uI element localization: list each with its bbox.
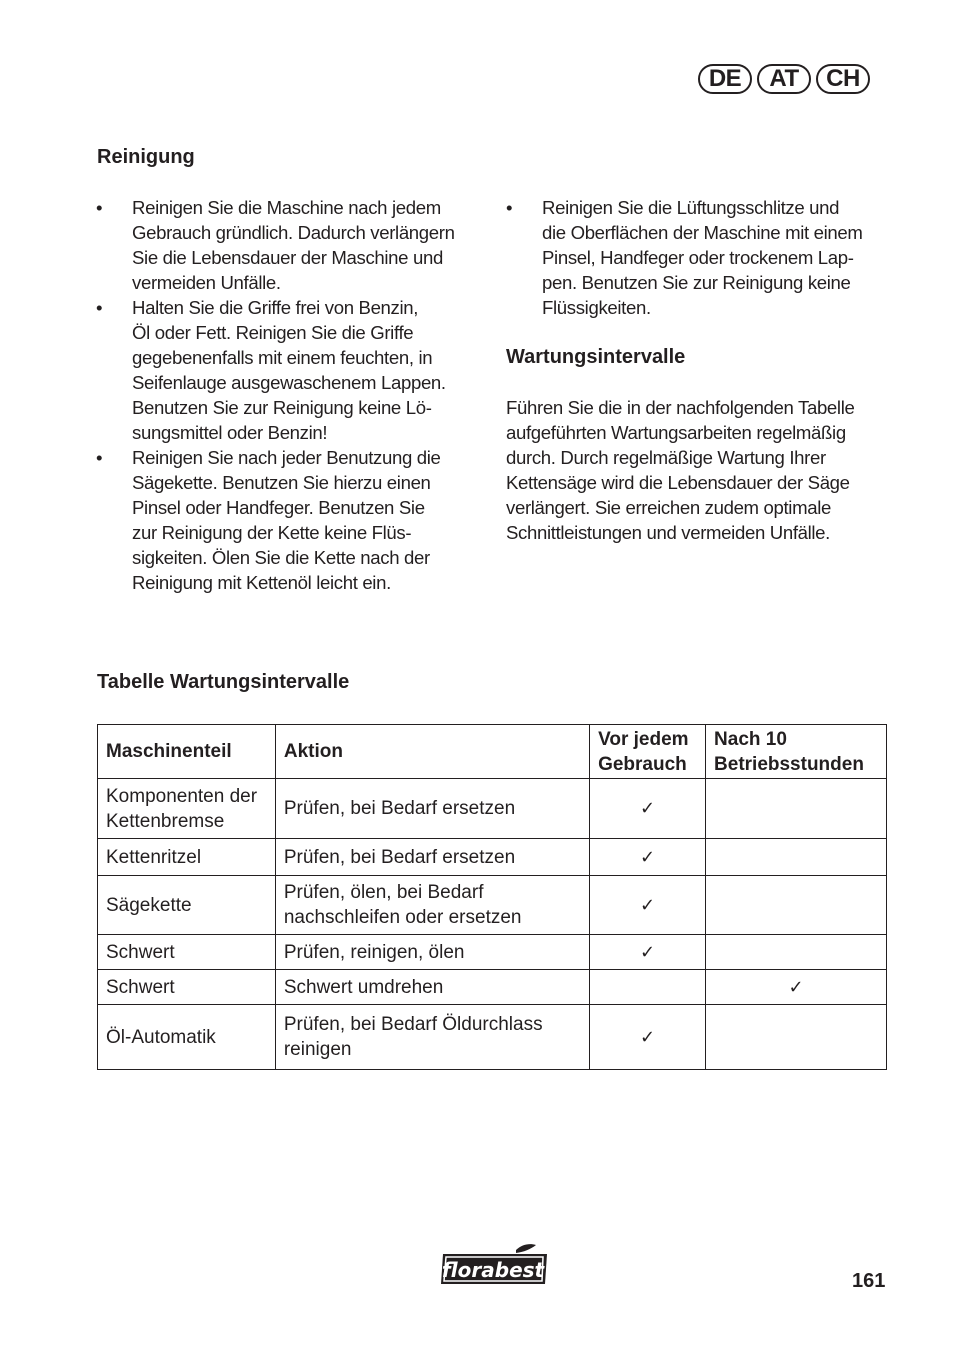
text-line: vermeiden Unfälle. [132,272,281,293]
header-before-use [590,725,706,779]
text-line: aufgeführten Wartungsarbeiten regelmäßig [506,422,846,443]
text-line: Öl-Automatik [106,1026,216,1048]
cell-after-10h [706,779,887,839]
logo-text: florabest [441,1258,545,1282]
text-line: gegebenenfalls mit einem feuchten, in [132,347,433,368]
cell-action [275,935,589,970]
check-icon: ✓ [640,1026,656,1047]
text-line: Reinigen Sie nach jeder Benutzung die [132,447,441,468]
text-line: Flüssigkeiten. [542,297,651,318]
text-line: Schwert [106,941,175,963]
cell-before-use [590,970,706,1005]
maintenance-table [97,724,887,1070]
lang-badge-at: AT [757,64,811,94]
text-line: Schnittleistungen und vermeiden Unfälle. [506,522,830,543]
cleaning-bullet-item [506,195,896,320]
cleaning-right-column [506,195,896,320]
cell-before-use [590,876,706,935]
cell-after-10h [706,1005,887,1070]
cleaning-heading: Reinigung [97,146,195,168]
cleaning-bullet-item [96,195,486,295]
bullet-text [132,297,446,443]
text-line: Sie die Lebensdauer der Maschine und [132,247,443,268]
text-line: Kettensäge wird die Lebensdauer der Säge [506,472,850,493]
check-icon: ✓ [640,846,656,867]
cell-action [275,970,589,1005]
text-line: Prüfen, ölen, bei Bedarf [283,882,484,903]
language-badges [698,64,870,94]
bullet-icon: • [96,197,103,218]
table-body [98,779,887,1070]
bullet-text [132,197,455,293]
text-line: zur Reinigung der Kette keine Flüs- [132,522,412,543]
text-line: reinigen [283,1039,352,1060]
intervals-text [506,395,896,545]
text-line: Reinigung mit Kettenöl leicht ein. [132,572,391,593]
cell-action [275,876,589,935]
check-icon: ✓ [640,941,656,962]
cell-before-use [590,839,706,876]
text-line: Nach 10 [714,728,787,750]
text-line: Prüfen, bei Bedarf ersetzen [283,798,516,819]
cell-part [98,935,276,970]
header-part [98,725,276,779]
bullet-icon: • [96,297,103,318]
text-line: Pinsel oder Handfeger. Benutzen Sie [132,497,425,518]
check-icon: ✓ [788,976,804,997]
text-line: Halten Sie die Griffe frei von Benzin, [132,297,419,318]
text-line: Öl oder Fett. Reinigen Sie die Griffe [132,322,414,343]
cell-action [275,1005,589,1070]
table-row [98,779,887,839]
text-line: Vor jedem [598,728,689,750]
cell-before-use [590,1005,706,1070]
text-line: durch. Durch regelmäßige Wartung Ihrer [506,447,826,468]
text-line: Benutzen Sie zur Reinigung keine Lö- [132,397,432,418]
cell-part [98,839,276,876]
cell-after-10h [706,876,887,935]
bullet-text [132,447,441,593]
text-line: Gebrauch gründlich. Dadurch verlängern [132,222,455,243]
florabest-logo [438,1244,552,1295]
text-line: pen. Benutzen Sie zur Reinigung keine [542,272,851,293]
text-line: Kettenbremse [106,810,225,832]
text-line: Schwert umdrehen [283,976,444,998]
cell-after-10h [706,970,887,1005]
text-line: verlängert. Sie erreichen zudem optimale [506,497,831,518]
table-heading: Tabelle Wartungsintervalle [97,671,350,693]
text-line: Maschinenteil [106,741,232,762]
cell-part [98,876,276,935]
table-row [98,876,887,935]
intervals-paragraph [506,395,896,545]
bullet-icon: • [506,197,513,218]
florabest-logo-graphic [438,1244,552,1290]
text-line: Prüfen, bei Bedarf ersetzen [283,846,516,868]
text-line: Seifenlauge ausgewaschenem Lappen. [132,372,446,393]
text-line: Führen Sie die in der nachfolgenden Tabelle [506,397,855,418]
text-line: nachschleifen oder ersetzen [283,907,522,928]
table-row [98,1005,887,1070]
text-line: die Oberflächen der Maschine mit einem [542,222,863,243]
cell-action [275,779,589,839]
text-line: Prüfen, bei Bedarf Öldurchlass [283,1014,543,1035]
text-line: Pinsel, Handfeger oder trockenem Lap- [542,247,854,268]
bullet-text [542,197,863,318]
cell-after-10h [706,839,887,876]
cell-part [98,970,276,1005]
text-line: sungsmittel oder Benzin! [132,422,328,443]
cell-part [98,1005,276,1070]
lang-badge-ch: CH [816,64,870,94]
table-row [98,935,887,970]
intervals-heading: Wartungsintervalle [506,346,686,368]
text-line: Aktion [283,741,343,762]
cleaning-bullet-item [96,445,486,595]
cell-before-use [590,935,706,970]
text-line: Gebrauch [598,753,687,775]
text-line: Schwert [106,976,175,998]
table-row [98,970,887,1005]
check-icon: ✓ [640,798,656,818]
table-header-row [98,725,887,779]
text-line: Sägekette. Benutzen Sie hierzu einen [132,472,431,493]
cleaning-bullet-list-left [96,195,486,595]
text-line: Komponenten der [106,785,258,807]
cleaning-left-column [96,195,486,595]
cleaning-bullet-list-right [506,195,896,320]
text-line: Reinigen Sie die Maschine nach jedem [132,197,441,218]
page-number: 161 [852,1270,886,1292]
table-row [98,839,887,876]
text-line: Betriebsstunden [714,753,864,775]
cell-after-10h [706,935,887,970]
check-icon: ✓ [640,894,656,915]
cell-action [275,839,589,876]
cell-before-use [590,779,706,839]
text-line: sigkeiten. Ölen Sie die Kette nach der [132,547,430,568]
header-after-10h [706,725,887,779]
cell-part [98,779,276,839]
text-line: Kettenritzel [106,846,202,868]
text-line: Prüfen, reinigen, ölen [283,941,465,963]
lang-badge-de: DE [698,64,752,94]
text-line: Sägekette [106,894,192,916]
cleaning-bullet-item [96,295,486,445]
text-line: Reinigen Sie die Lüftungsschlitze und [542,197,840,218]
bullet-icon: • [96,447,103,468]
header-action [275,725,589,779]
